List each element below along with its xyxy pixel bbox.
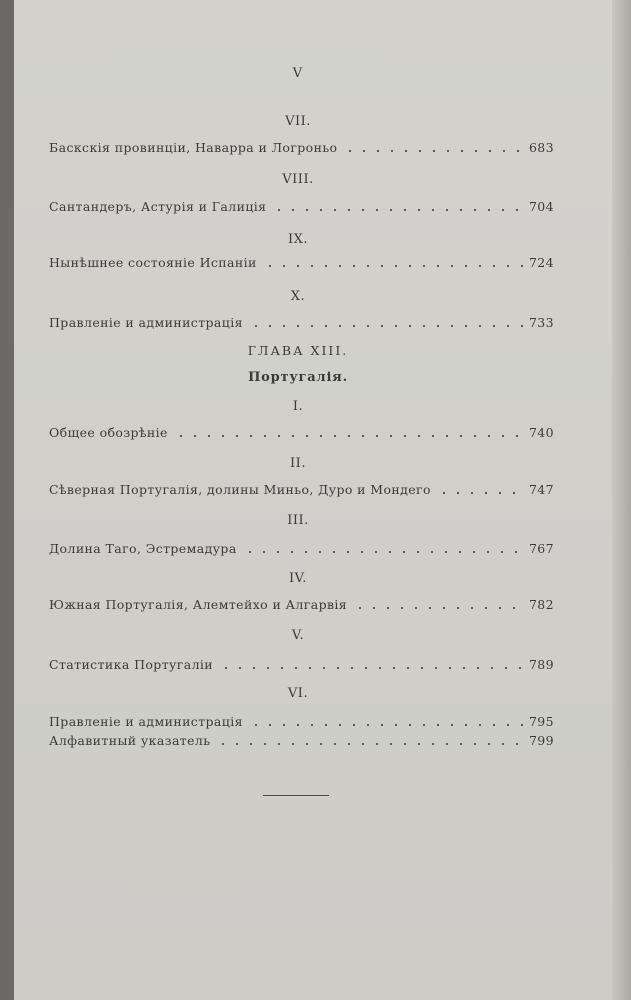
toc-entry-title: Сантандеръ, Астурія и Галиція bbox=[49, 199, 267, 214]
section-numeral: V. bbox=[291, 628, 305, 643]
toc-entry-page: 789 bbox=[528, 657, 554, 672]
chapter-heading: ГЛАВА XIII. bbox=[247, 343, 349, 358]
section-numeral: IV. bbox=[289, 571, 307, 586]
dot-leader bbox=[243, 551, 525, 553]
toc-entry-title: Нынѣшнее состояніе Испаніи bbox=[49, 255, 257, 270]
dot-leader bbox=[353, 607, 525, 609]
toc-entry bbox=[49, 312, 554, 330]
toc-entry bbox=[49, 479, 554, 497]
closing-rule bbox=[263, 795, 329, 796]
toc-entry-page: 740 bbox=[528, 425, 554, 440]
dot-leader bbox=[216, 743, 524, 745]
section-numeral: IX. bbox=[287, 232, 309, 247]
toc-entry-title: Сѣверная Португалія, долины Миньо, Дуро и Мондего bbox=[49, 482, 431, 497]
toc-entry-index bbox=[49, 730, 554, 748]
toc-entry-page: 767 bbox=[528, 541, 554, 556]
chapter-title: Португалія. bbox=[248, 370, 348, 385]
page-number: V bbox=[292, 66, 304, 81]
section-numeral: X. bbox=[290, 289, 306, 304]
document-page bbox=[14, 0, 612, 1000]
toc-entry-page: 683 bbox=[528, 140, 554, 155]
toc-entry bbox=[49, 422, 554, 440]
section-numeral: III. bbox=[287, 513, 309, 528]
section-numeral: VII. bbox=[285, 114, 311, 129]
toc-entry-title: Общее обозрѣніе bbox=[49, 425, 168, 440]
toc-entry-page: 724 bbox=[528, 255, 554, 270]
toc-entry-title: Алфавитный указатель bbox=[49, 733, 211, 748]
toc-entry-title: Баскскія провинціи, Наварра и Логроньо bbox=[49, 140, 338, 155]
section-numeral: VIII. bbox=[282, 172, 314, 187]
dot-leader bbox=[343, 150, 524, 152]
dot-leader bbox=[272, 209, 524, 211]
toc-entry-title: Южная Португалія, Алемтейхо и Алгарвія bbox=[49, 597, 348, 612]
toc-entry-page: 733 bbox=[528, 315, 554, 330]
toc-entry bbox=[49, 196, 554, 214]
section-numeral: VI. bbox=[287, 686, 309, 701]
toc-entry bbox=[49, 594, 554, 612]
toc-entry-page: 782 bbox=[528, 597, 554, 612]
dot-leader bbox=[174, 435, 525, 437]
toc-entry bbox=[49, 538, 554, 556]
dot-leader bbox=[263, 265, 525, 267]
toc-entry-page: 747 bbox=[528, 482, 554, 497]
toc-entry-page: 795 bbox=[528, 714, 554, 729]
toc-entry bbox=[49, 137, 554, 155]
dot-leader bbox=[249, 724, 525, 726]
toc-entry-title: Правленіе и администрація bbox=[49, 315, 243, 330]
toc-entry-title: Правленіе и администрація bbox=[49, 714, 243, 729]
dot-leader bbox=[249, 325, 525, 327]
page-edge bbox=[612, 0, 631, 1000]
section-numeral: I. bbox=[292, 399, 304, 414]
toc-entry bbox=[49, 252, 554, 270]
dot-leader bbox=[437, 492, 525, 494]
dot-leader bbox=[219, 667, 525, 669]
toc-entry-title: Статистика Португаліи bbox=[49, 657, 214, 672]
toc-entry bbox=[49, 711, 554, 729]
toc-entry-page: 704 bbox=[528, 199, 554, 214]
toc-entry-page: 799 bbox=[528, 733, 554, 748]
toc-entry bbox=[49, 654, 554, 672]
toc-entry-title: Долина Таго, Эстремадура bbox=[49, 541, 237, 556]
section-numeral: II. bbox=[290, 456, 306, 471]
